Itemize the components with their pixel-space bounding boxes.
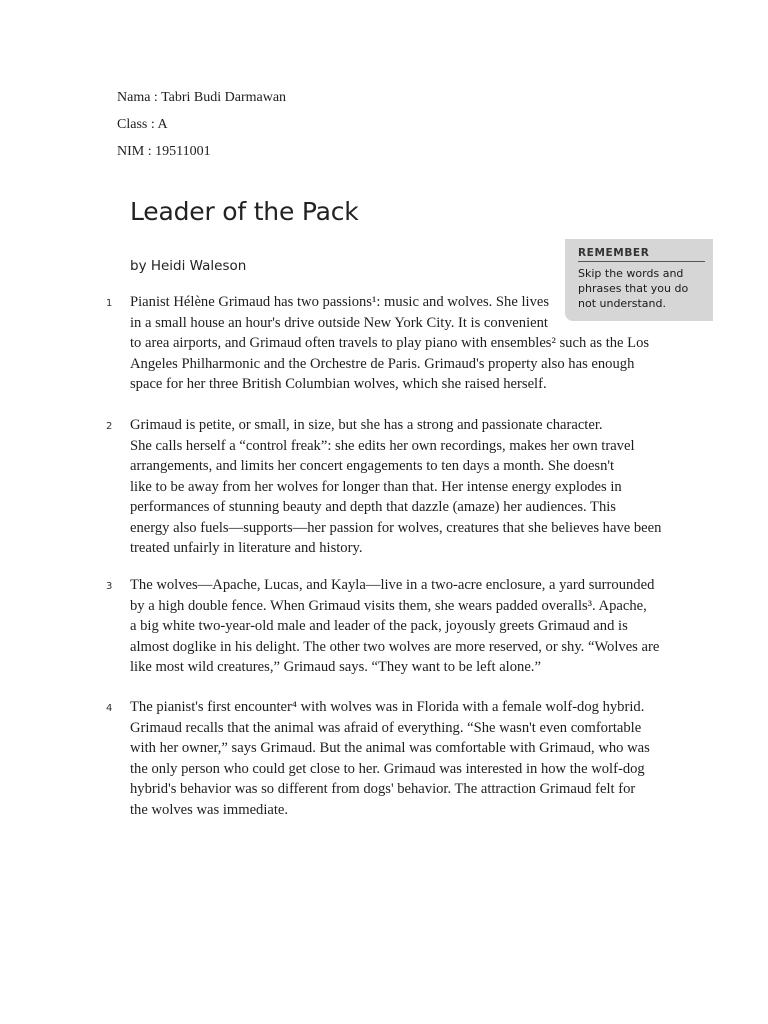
- text-line: to area airports, and Grimaud often travels to play piano with ensembles² such as the Los: [130, 335, 650, 351]
- student-info: [117, 84, 286, 165]
- text-line: by a high double fence. When Grimaud visits them, she wears padded overalls³. Apache,: [130, 597, 647, 614]
- text-line: arrangements, and limits her concert engagements to ten days a month. She doesn't: [130, 458, 615, 474]
- article-byline: by Heidi Waleson: [130, 258, 247, 274]
- text-line: a big white two-year-old male and leader of the pack, joyously greets Grimaud and is: [130, 618, 628, 634]
- paragraph-number: 2: [106, 421, 113, 432]
- paragraph-number: 1: [106, 298, 113, 309]
- paragraph-4: [106, 697, 670, 820]
- text-line: the only person who could get close to her. Grimaud was interested in how the wolf-dog: [130, 760, 645, 777]
- text-line: Angeles Philharmonic and the Orchestre de Paris. Grimaud's property also has enough: [130, 355, 635, 372]
- paragraph-number: 4: [106, 703, 113, 714]
- article-title: Leader of the Pack: [130, 197, 359, 226]
- paragraph-2: [106, 415, 670, 559]
- text-line: almost doglike in his delight. The other two wolves are more reserved, or shy. “Wolves are: [130, 638, 660, 655]
- remember-text: Skip the words and phrases that you do not understand.: [578, 267, 689, 310]
- text-line: the wolves was immediate.: [130, 801, 289, 818]
- text-line: The wolves—Apache, Lucas, and Kayla—live in a two-acre enclosure, a yard surrounded: [130, 577, 655, 593]
- text-line: performances of stunning beauty and depth that dazzle (amaze) her audiences. This: [130, 499, 616, 515]
- text-line: energy also fuels—supports—her passion for wolves, creatures that she believes have been: [130, 519, 662, 536]
- student-class: Class : A: [117, 117, 168, 132]
- text-line: Grimaud is petite, or small, in size, but she has a strong and passionate character.: [130, 417, 603, 433]
- student-nim: NIM : 19511001: [117, 144, 211, 159]
- text-line: Pianist Hélène Grimaud has two passions¹: music and wolves. She lives: [130, 294, 550, 310]
- text-line: with her owner,” says Grimaud. But the animal was comfortable with Grimaud, who was: [130, 740, 650, 756]
- paragraph-3: [106, 575, 670, 678]
- remember-heading: REMEMBER: [578, 247, 705, 262]
- paragraph-number: 3: [106, 581, 113, 592]
- text-line: in a small house an hour's drive outside New York City. It is convenient: [130, 314, 548, 331]
- text-line: The pianist's first encounter⁴ with wolves was in Florida with a female wolf-dog hybrid.: [130, 699, 645, 715]
- text-line: like most wild creatures,” Grimaud says. “They want to be left alone.”: [130, 659, 541, 675]
- text-line: space for her three British Columbian wolves, which she raised herself.: [130, 376, 547, 392]
- paragraph-1: [106, 292, 670, 395]
- text-line: like to be away from her wolves for longer than that. Her intense energy explodes in: [130, 478, 622, 495]
- student-name: Nama : Tabri Budi Darmawan: [117, 90, 287, 105]
- text-line: hybrid's behavior was so different from dogs' behavior. The attraction Grimaud felt for: [130, 781, 636, 797]
- text-line: treated unfairly in literature and history.: [130, 540, 363, 556]
- text-line: Grimaud recalls that the animal was afraid of everything. “She wasn't even comfortable: [130, 719, 642, 736]
- text-line: She calls herself a “control freak”: she edits her own recordings, makes her own travel: [130, 437, 635, 454]
